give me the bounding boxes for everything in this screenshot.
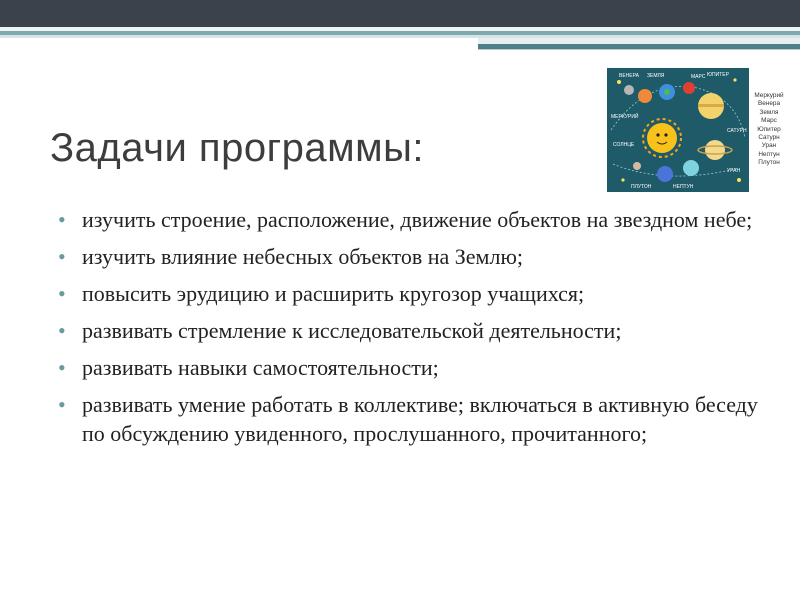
illus-label: ЮПИТЕР (707, 72, 729, 78)
star-icon (737, 178, 741, 182)
star-icon (733, 78, 736, 81)
bullet-text: развивать умение работать в коллективе; включаться в активную беседу по обсуждению увиденного, прослушанного, прочитанного; (82, 392, 758, 446)
bullet-item (58, 390, 778, 448)
bullet-item (58, 205, 778, 234)
legend-item: Сатурн (758, 134, 780, 142)
illus-label: ПЛУТОН (631, 184, 652, 190)
legend-item: Марс (761, 117, 777, 125)
illus-label: УРАН (727, 168, 741, 174)
bullet-text: изучить строение, расположение, движение объектов на звездном небе; (82, 207, 753, 232)
legend-item: Уран (761, 142, 777, 150)
sun-icon (647, 123, 677, 153)
bullet-icon: • (58, 318, 66, 343)
illus-label: МАРС (691, 74, 706, 80)
venus-icon (638, 89, 652, 103)
bullet-text: развивать навыки самостоятельности; (82, 355, 439, 380)
neptune-icon (657, 166, 673, 182)
bullet-icon: • (58, 355, 66, 380)
bullet-item (58, 316, 778, 345)
bullet-icon: • (58, 281, 66, 306)
legend-item: Юпитер (757, 125, 781, 133)
bullet-text: повысить эрудицию и расширить кругозор учащихся; (82, 281, 585, 306)
illus-label: СОЛНЦЕ (613, 142, 635, 148)
illus-label: НЕПТУН (673, 184, 694, 190)
illus-label: МЕРКУРИЙ (611, 114, 639, 120)
mars-icon (683, 82, 695, 94)
illus-label: ЗЕМЛЯ (647, 73, 665, 79)
mercury-icon (624, 85, 634, 95)
header-notch-line (478, 49, 800, 50)
legend-item: Венера (757, 100, 780, 108)
slide-title: Задачи программы: (50, 126, 425, 170)
bullet-icon: • (58, 392, 66, 417)
legend-item: Земля (759, 108, 779, 116)
star-icon (621, 178, 624, 181)
legend-item: Меркурий (754, 92, 784, 99)
legend-item: Нептун (758, 150, 780, 158)
bullet-text: развивать стремление к исследовательской деятельности; (82, 318, 622, 343)
saturn-icon (705, 140, 725, 160)
bullet-text: изучить влияние небесных объектов на Землю; (82, 244, 524, 269)
planet-legend (749, 68, 789, 192)
solar-system-illustration (607, 68, 749, 192)
bullet-item (58, 242, 778, 271)
bullet-item (58, 279, 778, 308)
star-icon (617, 80, 621, 84)
uranus-icon (683, 160, 699, 176)
pluto-icon (633, 162, 641, 170)
legend-item: Плутон (758, 159, 780, 167)
illus-label: ВЕНЕРА (619, 73, 639, 79)
header-bar (0, 0, 800, 27)
bullet-list (58, 205, 778, 456)
bullet-item (58, 353, 778, 382)
illus-label: САТУРН (727, 128, 747, 134)
bullet-icon: • (58, 207, 66, 232)
bullet-icon: • (58, 244, 66, 269)
